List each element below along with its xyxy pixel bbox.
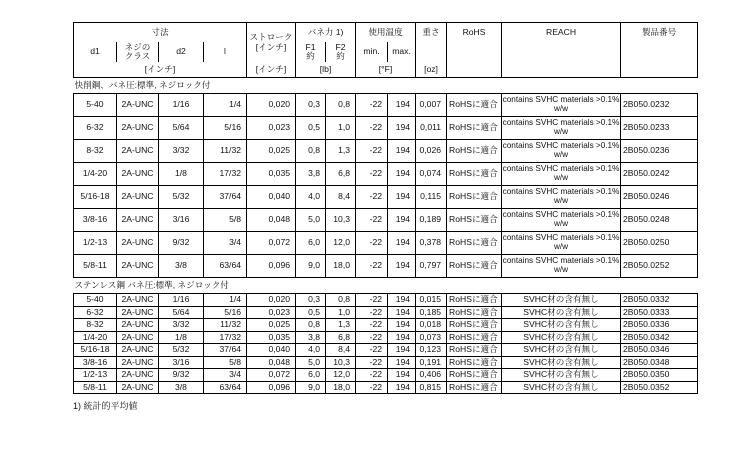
cell-f2: 0,8 <box>326 94 356 117</box>
cell-temp-min: -22 <box>356 140 388 163</box>
table-row <box>74 186 698 209</box>
cell-d1: 3/8-16 <box>74 356 117 369</box>
cell-f2: 18,0 <box>326 381 356 394</box>
cell-thread-class: 2A-UNC <box>117 344 159 357</box>
cell-reach: contains SVHC materials >0.1% w/w <box>502 209 621 232</box>
cell-reach: contains SVHC materials >0.1% w/w <box>502 163 621 186</box>
cell-d1: 1/2-13 <box>74 232 117 255</box>
cell-d2: 3/32 <box>159 319 204 332</box>
cell-d2: 5/32 <box>159 344 204 357</box>
cell-weight: 0,189 <box>416 209 447 232</box>
cell-temp-min: -22 <box>356 306 388 319</box>
cell-d2: 3/16 <box>159 209 204 232</box>
cell-weight: 0,797 <box>416 255 447 278</box>
cell-l: 17/32 <box>204 163 247 186</box>
cell-thread-class: 2A-UNC <box>117 140 159 163</box>
table-row <box>74 319 698 332</box>
cell-f2: 1,0 <box>326 117 356 140</box>
cell-f1: 6,0 <box>296 369 326 382</box>
cell-temp-max: 194 <box>388 232 416 255</box>
cell-thread-class: 2A-UNC <box>117 294 159 307</box>
cell-stroke: 0,025 <box>247 140 296 163</box>
cell-part-number: 2B050.0233 <box>621 117 698 140</box>
cell-l: 5/16 <box>204 306 247 319</box>
cell-reach: contains SVHC materials >0.1% w/w <box>502 255 621 278</box>
cell-d2: 3/8 <box>159 381 204 394</box>
cell-d2: 1/8 <box>159 163 204 186</box>
cell-rohs: RoHSに適合 <box>447 209 502 232</box>
cell-temp-max: 194 <box>388 356 416 369</box>
cell-temp-min: -22 <box>356 319 388 332</box>
cell-f2: 18,0 <box>326 255 356 278</box>
cell-d2: 5/64 <box>159 306 204 319</box>
cell-d1: 1/4-20 <box>74 331 117 344</box>
cell-thread-class: 2A-UNC <box>117 186 159 209</box>
cell-f2: 10,3 <box>326 209 356 232</box>
cell-temp-max: 194 <box>388 186 416 209</box>
cell-part-number: 2B050.0352 <box>621 381 698 394</box>
cell-thread-class: 2A-UNC <box>117 209 159 232</box>
table-row <box>74 140 698 163</box>
cell-rohs: RoHSに適合 <box>447 186 502 209</box>
cell-weight: 0,018 <box>416 319 447 332</box>
header-stroke: ストローク [インチ] <box>247 23 296 63</box>
cell-d1: 5-40 <box>74 94 117 117</box>
cell-d2: 3/8 <box>159 255 204 278</box>
cell-thread-class: 2A-UNC <box>117 163 159 186</box>
cell-part-number: 2B050.0346 <box>621 344 698 357</box>
cell-f1: 6,0 <box>296 232 326 255</box>
cell-reach: contains SVHC materials >0.1% w/w <box>502 117 621 140</box>
cell-weight: 0,191 <box>416 356 447 369</box>
cell-temp-min: -22 <box>356 255 388 278</box>
cell-rohs: RoHSに適合 <box>447 294 502 307</box>
cell-rohs: RoHSに適合 <box>447 356 502 369</box>
cell-temp-max: 194 <box>388 331 416 344</box>
header-rohs: RoHS <box>447 23 502 43</box>
cell-l: 11/32 <box>204 319 247 332</box>
cell-f1: 4,0 <box>296 344 326 357</box>
cell-part-number: 2B050.0246 <box>621 186 698 209</box>
cell-f2: 12,0 <box>326 232 356 255</box>
cell-l: 63/64 <box>204 255 247 278</box>
cell-temp-max: 194 <box>388 344 416 357</box>
cell-stroke: 0,040 <box>247 186 296 209</box>
cell-rohs: RoHSに適合 <box>447 94 502 117</box>
header-spring-force: バネ力 1) <box>296 23 356 43</box>
cell-stroke: 0,020 <box>247 294 296 307</box>
cell-part-number: 2B050.0248 <box>621 209 698 232</box>
cell-weight: 0,074 <box>416 163 447 186</box>
cell-temp-max: 194 <box>388 255 416 278</box>
cell-l: 5/16 <box>204 117 247 140</box>
cell-l: 37/64 <box>204 186 247 209</box>
cell-weight: 0,406 <box>416 369 447 382</box>
header-f1: F1 約 <box>296 42 326 62</box>
cell-f1: 0,3 <box>296 294 326 307</box>
table-row <box>74 232 698 255</box>
cell-f2: 1,3 <box>326 140 356 163</box>
header-reach: REACH <box>502 23 621 43</box>
cell-d2: 1/16 <box>159 294 204 307</box>
cell-part-number: 2B050.0236 <box>621 140 698 163</box>
cell-rohs: RoHSに適合 <box>447 306 502 319</box>
cell-rohs: RoHSに適合 <box>447 344 502 357</box>
cell-part-number: 2B050.0332 <box>621 294 698 307</box>
cell-temp-max: 194 <box>388 381 416 394</box>
cell-temp-min: -22 <box>356 163 388 186</box>
cell-d1: 5/16-18 <box>74 344 117 357</box>
header-f2: F2 約 <box>326 42 356 62</box>
cell-stroke: 0,023 <box>247 117 296 140</box>
cell-d1: 1/2-13 <box>74 369 117 382</box>
cell-thread-class: 2A-UNC <box>117 232 159 255</box>
cell-f2: 0,8 <box>326 294 356 307</box>
cell-f2: 6,8 <box>326 331 356 344</box>
cell-rohs: RoHSに適合 <box>447 319 502 332</box>
cell-stroke: 0,072 <box>247 232 296 255</box>
cell-temp-min: -22 <box>356 209 388 232</box>
cell-d2: 9/32 <box>159 369 204 382</box>
cell-d1: 5/8-11 <box>74 255 117 278</box>
cell-d2: 5/64 <box>159 117 204 140</box>
cell-temp-min: -22 <box>356 186 388 209</box>
header-unit-inch-stroke: [インチ] <box>247 62 296 78</box>
cell-l: 63/64 <box>204 381 247 394</box>
cell-temp-min: -22 <box>356 344 388 357</box>
cell-part-number: 2B050.0348 <box>621 356 698 369</box>
cell-part-number: 2B050.0252 <box>621 255 698 278</box>
cell-temp-max: 194 <box>388 94 416 117</box>
cell-f1: 0,5 <box>296 117 326 140</box>
cell-d2: 1/16 <box>159 94 204 117</box>
cell-part-number: 2B050.0250 <box>621 232 698 255</box>
cell-temp-max: 194 <box>388 209 416 232</box>
cell-f1: 3,8 <box>296 331 326 344</box>
cell-temp-min: -22 <box>356 381 388 394</box>
cell-part-number: 2B050.0242 <box>621 163 698 186</box>
cell-temp-min: -22 <box>356 232 388 255</box>
spec-table <box>73 22 698 394</box>
table-row <box>74 117 698 140</box>
header-d2: d2 <box>159 42 204 62</box>
cell-part-number: 2B050.0232 <box>621 94 698 117</box>
cell-reach: SVHC材の含有無し <box>502 331 621 344</box>
cell-d1: 5-40 <box>74 294 117 307</box>
header-unit-oz: [oz] <box>416 62 447 78</box>
cell-reach: SVHC材の含有無し <box>502 356 621 369</box>
cell-d1: 6-32 <box>74 117 117 140</box>
cell-l: 37/64 <box>204 344 247 357</box>
cell-f2: 12,0 <box>326 369 356 382</box>
cell-thread-class: 2A-UNC <box>117 381 159 394</box>
cell-weight: 0,026 <box>416 140 447 163</box>
cell-reach: SVHC材の含有無し <box>502 381 621 394</box>
cell-temp-min: -22 <box>356 356 388 369</box>
cell-f2: 1,3 <box>326 319 356 332</box>
cell-weight: 0,011 <box>416 117 447 140</box>
cell-f1: 0,8 <box>296 319 326 332</box>
cell-stroke: 0,025 <box>247 319 296 332</box>
cell-f1: 4,0 <box>296 186 326 209</box>
header-operating-temp: 使用温度 <box>356 23 416 43</box>
header-part-number: 製品番号 <box>621 23 698 43</box>
cell-stroke: 0,072 <box>247 369 296 382</box>
cell-l: 5/8 <box>204 209 247 232</box>
cell-weight: 0,007 <box>416 94 447 117</box>
cell-d2: 9/32 <box>159 232 204 255</box>
cell-temp-max: 194 <box>388 369 416 382</box>
cell-f1: 0,3 <box>296 94 326 117</box>
cell-part-number: 2B050.0336 <box>621 319 698 332</box>
cell-stroke: 0,023 <box>247 306 296 319</box>
cell-temp-min: -22 <box>356 369 388 382</box>
cell-reach: contains SVHC materials >0.1% w/w <box>502 232 621 255</box>
cell-f2: 8,4 <box>326 186 356 209</box>
cell-d2: 3/16 <box>159 356 204 369</box>
cell-reach: SVHC材の含有無し <box>502 306 621 319</box>
cell-rohs: RoHSに適合 <box>447 140 502 163</box>
cell-f1: 5,0 <box>296 209 326 232</box>
header-d1: d1 <box>74 42 117 62</box>
header-l: l <box>204 42 247 62</box>
cell-d1: 6-32 <box>74 306 117 319</box>
cell-l: 17/32 <box>204 331 247 344</box>
table-row <box>74 344 698 357</box>
table-row <box>74 331 698 344</box>
cell-stroke: 0,020 <box>247 94 296 117</box>
cell-temp-max: 194 <box>388 117 416 140</box>
cell-f1: 0,5 <box>296 306 326 319</box>
cell-stroke: 0,035 <box>247 163 296 186</box>
cell-f1: 3,8 <box>296 163 326 186</box>
header-unit-f: [°F] <box>356 62 416 78</box>
cell-stroke: 0,048 <box>247 356 296 369</box>
cell-weight: 0,015 <box>416 294 447 307</box>
cell-weight: 0,815 <box>416 381 447 394</box>
header-dimensions: 寸法 <box>74 23 247 43</box>
cell-d2: 1/8 <box>159 331 204 344</box>
cell-temp-min: -22 <box>356 94 388 117</box>
cell-d1: 5/16-18 <box>74 186 117 209</box>
cell-stroke: 0,096 <box>247 381 296 394</box>
cell-l: 3/4 <box>204 232 247 255</box>
section2-title: ステンレス鋼 バネ圧:標準, ネジロック付 <box>74 278 698 294</box>
cell-thread-class: 2A-UNC <box>117 255 159 278</box>
footnote: 1) 統計的平均値 <box>73 401 138 411</box>
header-temp-max: max. <box>388 42 416 62</box>
spec-sheet <box>73 22 697 412</box>
cell-reach: contains SVHC materials >0.1% w/w <box>502 94 621 117</box>
cell-reach: contains SVHC materials >0.1% w/w <box>502 186 621 209</box>
table-row <box>74 94 698 117</box>
cell-temp-max: 194 <box>388 163 416 186</box>
cell-weight: 0,185 <box>416 306 447 319</box>
cell-rohs: RoHSに適合 <box>447 331 502 344</box>
header-temp-min: min. <box>356 42 388 62</box>
cell-d1: 5/8-11 <box>74 381 117 394</box>
table-row <box>74 255 698 278</box>
cell-thread-class: 2A-UNC <box>117 356 159 369</box>
header-thread-class: ネジの クラス <box>117 42 159 62</box>
cell-d1: 8-32 <box>74 319 117 332</box>
cell-reach: SVHC材の含有無し <box>502 294 621 307</box>
cell-l: 5/8 <box>204 356 247 369</box>
table-row <box>74 381 698 394</box>
cell-thread-class: 2A-UNC <box>117 94 159 117</box>
cell-l: 11/32 <box>204 140 247 163</box>
table-row <box>74 369 698 382</box>
cell-temp-max: 194 <box>388 294 416 307</box>
cell-f2: 10,3 <box>326 356 356 369</box>
cell-d2: 3/32 <box>159 140 204 163</box>
cell-reach: SVHC材の含有無し <box>502 319 621 332</box>
cell-l: 1/4 <box>204 94 247 117</box>
cell-f2: 1,0 <box>326 306 356 319</box>
cell-f1: 9,0 <box>296 381 326 394</box>
cell-rohs: RoHSに適合 <box>447 255 502 278</box>
cell-temp-max: 194 <box>388 306 416 319</box>
cell-part-number: 2B050.0333 <box>621 306 698 319</box>
cell-thread-class: 2A-UNC <box>117 331 159 344</box>
cell-stroke: 0,096 <box>247 255 296 278</box>
cell-thread-class: 2A-UNC <box>117 306 159 319</box>
cell-thread-class: 2A-UNC <box>117 319 159 332</box>
cell-l: 1/4 <box>204 294 247 307</box>
cell-f1: 0,8 <box>296 140 326 163</box>
cell-rohs: RoHSに適合 <box>447 381 502 394</box>
cell-weight: 0,378 <box>416 232 447 255</box>
cell-part-number: 2B050.0350 <box>621 369 698 382</box>
cell-f2: 8,4 <box>326 344 356 357</box>
cell-reach: SVHC材の含有無し <box>502 344 621 357</box>
cell-rohs: RoHSに適合 <box>447 369 502 382</box>
cell-d1: 1/4-20 <box>74 163 117 186</box>
section1-title: 快削鋼、バネ圧:標準, ネジロック付 <box>74 78 698 94</box>
cell-d1: 8-32 <box>74 140 117 163</box>
cell-weight: 0,073 <box>416 331 447 344</box>
table-row <box>74 209 698 232</box>
cell-thread-class: 2A-UNC <box>117 117 159 140</box>
cell-stroke: 0,048 <box>247 209 296 232</box>
cell-reach: contains SVHC materials >0.1% w/w <box>502 140 621 163</box>
header-weight: 重さ <box>416 23 447 43</box>
cell-d1: 3/8-16 <box>74 209 117 232</box>
cell-f1: 9,0 <box>296 255 326 278</box>
header-unit-inch: [インチ] <box>74 62 247 78</box>
table-row <box>74 306 698 319</box>
table-row <box>74 356 698 369</box>
table-row <box>74 294 698 307</box>
cell-temp-min: -22 <box>356 294 388 307</box>
cell-temp-min: -22 <box>356 117 388 140</box>
header-unit-lb: [lb] <box>296 62 356 78</box>
cell-weight: 0,123 <box>416 344 447 357</box>
cell-d2: 5/32 <box>159 186 204 209</box>
cell-rohs: RoHSに適合 <box>447 232 502 255</box>
cell-f2: 6,8 <box>326 163 356 186</box>
cell-weight: 0,115 <box>416 186 447 209</box>
cell-stroke: 0,040 <box>247 344 296 357</box>
cell-temp-max: 194 <box>388 319 416 332</box>
cell-thread-class: 2A-UNC <box>117 369 159 382</box>
cell-stroke: 0,035 <box>247 331 296 344</box>
cell-rohs: RoHSに適合 <box>447 117 502 140</box>
cell-l: 3/4 <box>204 369 247 382</box>
table-row <box>74 163 698 186</box>
cell-rohs: RoHSに適合 <box>447 163 502 186</box>
cell-temp-min: -22 <box>356 331 388 344</box>
cell-f1: 5,0 <box>296 356 326 369</box>
cell-part-number: 2B050.0342 <box>621 331 698 344</box>
cell-temp-max: 194 <box>388 140 416 163</box>
cell-reach: SVHC材の含有無し <box>502 369 621 382</box>
